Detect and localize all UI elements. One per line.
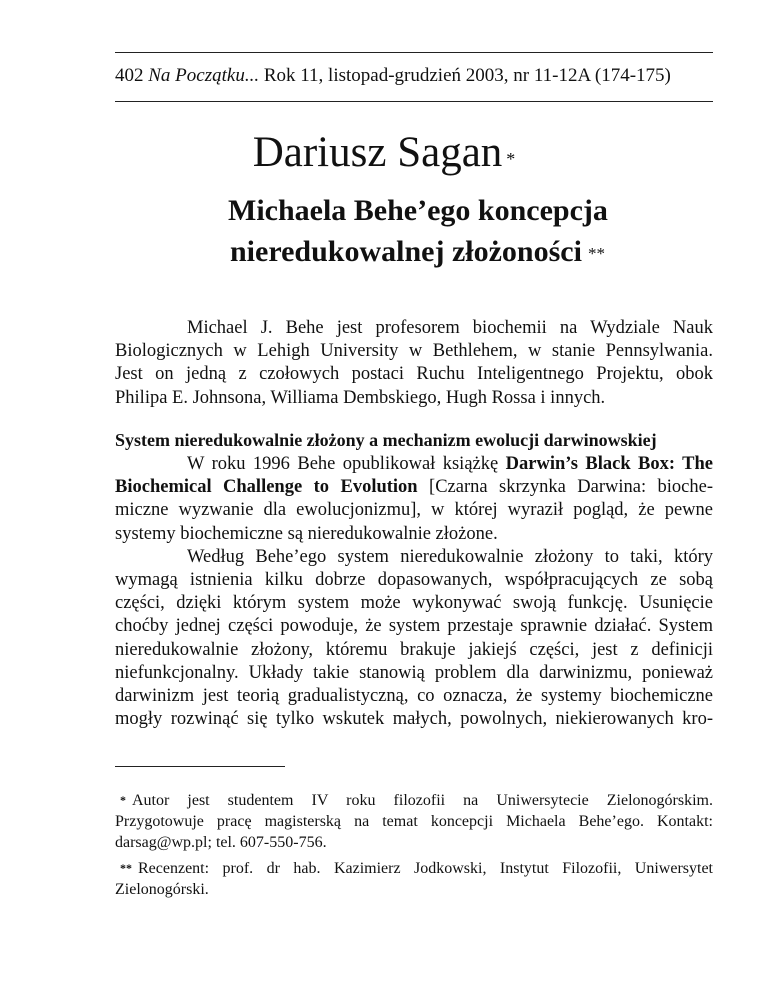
book-title: Biochemical Challenge to Evolution	[115, 477, 418, 498]
running-header	[115, 64, 715, 88]
article-title	[228, 190, 748, 272]
footnote-reviewer	[115, 858, 713, 900]
section-heading: System nieredukowalnie złożony a mechanizm ewolucji darwinowskiej	[115, 430, 657, 450]
header-rule-top	[115, 52, 713, 53]
journal-name: Na Początku...	[148, 65, 260, 86]
title-footnote-mark: **	[587, 244, 605, 263]
text-line: systemy biochemiczne są nieredukowalnie złożone.	[115, 523, 498, 544]
footnote-mark: **	[120, 861, 132, 875]
text-line: wymagą istnienia kilku dobrze dopasowanych, współpracujących ze sobą	[115, 569, 713, 590]
text-line: darwinizm jest teorią gradualistyczną, co oznacza, że systemy biochemiczne	[115, 685, 713, 706]
text-line: choćby jednej części powoduje, że system przestaje sprawnie działać. System	[115, 616, 713, 637]
title-line-2: nieredukowalnej złożoności **	[230, 235, 605, 268]
text-line: części, dzięki którym system może wykonywać swoją funkcję. Usunięcie	[115, 593, 713, 614]
text-line: niefunkcjonalny. Układy takie stanowią problem dla darwinizmu, ponieważ	[115, 662, 713, 683]
issue-info: Rok 11, listopad-grudzień 2003, nr 11-12A (174-175)	[263, 65, 671, 86]
text-line: nieredukowalnie złożony, któremu brakuje jakiejś części, jest z definicji	[115, 639, 713, 660]
article-author	[0, 128, 768, 178]
footnote-line: Przygotowuje pracę magisterską na temat koncepcji Michaela Behe’ego. Kontakt:	[115, 813, 713, 830]
text-line: Philipa E. Johnsona, Williama Dembskiego, Hugh Rossa i innych.	[115, 387, 606, 408]
page-number: 402	[115, 65, 144, 86]
footnote-line: * Autor jest studentem IV roku filozofii na Uniwersytecie Zielonogórskim.	[120, 792, 713, 809]
title-line-1: Michaela Behe’ego koncepcja	[228, 194, 608, 227]
text-line: mogły rozwinąć się tylko wskutek małych, powolnych, niekierowanych kro-	[115, 709, 713, 730]
text-line: Jest on jedną z czołowych postaci Ruchu Inteligentnego Projektu, obok	[115, 364, 713, 385]
intro-paragraph	[115, 317, 713, 410]
book-title: Darwin’s Black Box: The	[505, 454, 713, 474]
author-footnote-mark: *	[506, 149, 516, 169]
author-name: Dariusz Sagan	[252, 129, 503, 176]
text-line: miczne wyzwanie dla ewolucjonizmu], w której wyraził pogląd, że pewne	[115, 500, 713, 521]
footnote-author	[115, 790, 713, 853]
text-line: Biologicznych w Lehigh University w Bethlehem, w stanie Pennsylwania.	[115, 341, 713, 362]
footnote-line: ** Recenzent: prof. dr hab. Kazimierz Jodkowski, Instytut Filozofii, Uniwersytet	[120, 860, 713, 877]
text-line: Michael J. Behe jest profesorem biochemii na Wydziale Nauk	[187, 318, 713, 338]
footnote-line: Zielonogórski.	[115, 881, 209, 898]
text-line: W roku 1996 Behe opublikował książkę Darwin’s Black Box: The	[187, 454, 713, 474]
text-line: Biochemical Challenge to Evolution [Czarna skrzynka Darwina: bioche-	[115, 477, 714, 498]
header-rule-bottom	[115, 101, 713, 102]
footnote-mark: *	[120, 793, 126, 807]
footnote-rule	[115, 766, 285, 767]
footnote-line: darsag@wp.pl; tel. 607-550-756.	[115, 834, 327, 851]
body-paragraph-1	[115, 453, 713, 731]
text-line: Według Behe’ego system nieredukowalnie złożony to taki, który	[187, 546, 713, 567]
